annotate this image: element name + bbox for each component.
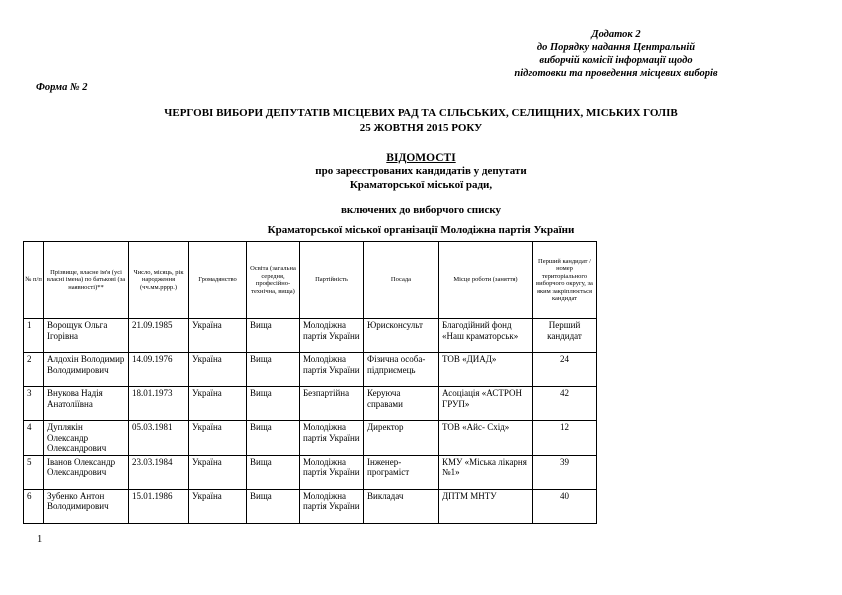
table-row [24,353,597,387]
cell-party: Молодіжна партія України [300,421,364,456]
cell-name: Іванов Олександр Олександрович [44,455,129,489]
addendum-line: підготовки та проведення місцевих виборів [514,68,718,79]
column-header-position: Посада [364,242,439,319]
cell-position: Інженер-програміст [364,455,439,489]
cell-workplace: ТОВ «Айс- Схід» [439,421,533,456]
cell-rank: 39 [533,455,597,489]
table-row [24,421,597,456]
cell-citizenship: Україна [189,353,247,387]
candidates-table [23,241,597,524]
cell-citizenship: Україна [189,489,247,523]
cell-education: Вища [247,489,300,523]
cell-position: Юрисконсульт [364,319,439,353]
column-header-education: Освіта (загальна середня, професійно-технічна, вища) [247,242,300,319]
cell-rank: Перший кандидат [533,319,597,353]
column-header-num: № п/п [24,242,44,319]
cell-name: Дуплякін Олександр Олександрович [44,421,129,456]
cell-education: Вища [247,353,300,387]
cell-party: Молодіжна партія України [300,489,364,523]
party-organization: Краматорської міської організації Молодіжна партія України [267,224,575,236]
cell-position: Фізична особа-підприємець [364,353,439,387]
cell-name: Зубенко Антон Володимирович [44,489,129,523]
cell-education: Вища [247,455,300,489]
cell-education: Вища [247,421,300,456]
addendum-title: Додаток 2 [591,29,641,40]
document-title-block [0,152,842,192]
cell-num: 5 [24,455,44,489]
cell-birth: 05.03.1981 [129,421,189,456]
cell-education: Вища [247,319,300,353]
column-header-rank: Перший кандидат / номер територіального виборчого округу, за яким закріплюється кандидат [533,242,597,319]
document-council: Краматорської міської ради, [349,179,493,191]
cell-birth: 18.01.1973 [129,387,189,421]
cell-position: Керуюча справами [364,387,439,421]
cell-position: Директор [364,421,439,456]
cell-birth: 15.01.1986 [129,489,189,523]
document-heading: ВІДОМОСТІ [386,152,456,164]
cell-citizenship: Україна [189,319,247,353]
cell-workplace: Благодійний фонд «Наш краматорськ» [439,319,533,353]
election-date: 25 ЖОВТНЯ 2015 РОКУ [359,122,483,134]
table-header-row [24,242,597,319]
form-label: Форма № 2 [36,82,88,93]
election-title-line: ЧЕРГОВІ ВИБОРИ ДЕПУТАТІВ МІСЦЕВИХ РАД ТА СІЛЬСЬКИХ, СЕЛИЩНИХ, МІСЬКИХ ГОЛІВ [164,107,678,119]
cell-party: Молодіжна партія України [300,319,364,353]
table-row [24,387,597,421]
table-row [24,455,597,489]
cell-birth: 14.09.1976 [129,353,189,387]
cell-rank: 12 [533,421,597,456]
column-header-party: Партійність [300,242,364,319]
cell-party: Молодіжна партія України [300,455,364,489]
column-header-workplace: Місце роботи (заняття) [439,242,533,319]
cell-rank: 24 [533,353,597,387]
cell-num: 2 [24,353,44,387]
table-row [24,319,597,353]
cell-num: 4 [24,421,44,456]
cell-position: Викладач [364,489,439,523]
column-header-birth: Число, місяць, рік народження (чч.мм.рррр.) [129,242,189,319]
cell-rank: 42 [533,387,597,421]
cell-citizenship: Україна [189,455,247,489]
cell-birth: 23.03.1984 [129,455,189,489]
document-subtitle: про зареєстрованих кандидатів у депутати [315,165,527,177]
page-number: 1 [37,534,43,545]
election-title [0,106,842,136]
column-header-name: Прізвище, власне ім'я (усі власні імена) по батькові (за наявності)** [44,242,129,319]
cell-num: 3 [24,387,44,421]
cell-workplace: ДПТМ МНТУ [439,489,533,523]
cell-name: Ворощук Ольга Ігорівна [44,319,129,353]
addendum-block [456,28,776,80]
cell-rank: 40 [533,489,597,523]
addendum-line: до Порядку надання Центральній [536,42,696,53]
cell-workplace: ТОВ «ДИАД» [439,353,533,387]
cell-party: Безпартійна [300,387,364,421]
table-row [24,489,597,523]
cell-num: 6 [24,489,44,523]
cell-citizenship: Україна [189,387,247,421]
cell-education: Вища [247,387,300,421]
cell-party: Молодіжна партія України [300,353,364,387]
cell-workplace: КМУ «Міська лікарня №1» [439,455,533,489]
document-included-line: включених до виборчого списку [340,204,502,216]
cell-num: 1 [24,319,44,353]
cell-name: Алдохін Володимир Володимирович [44,353,129,387]
addendum-line: виборчій комісії інформації щодо [539,55,693,66]
cell-birth: 21.09.1985 [129,319,189,353]
cell-workplace: Асоціація «АСТРОН ГРУП» [439,387,533,421]
cell-citizenship: Україна [189,421,247,456]
column-header-citizenship: Громадянство [189,242,247,319]
cell-name: Внукова Надія Анатоліївна [44,387,129,421]
